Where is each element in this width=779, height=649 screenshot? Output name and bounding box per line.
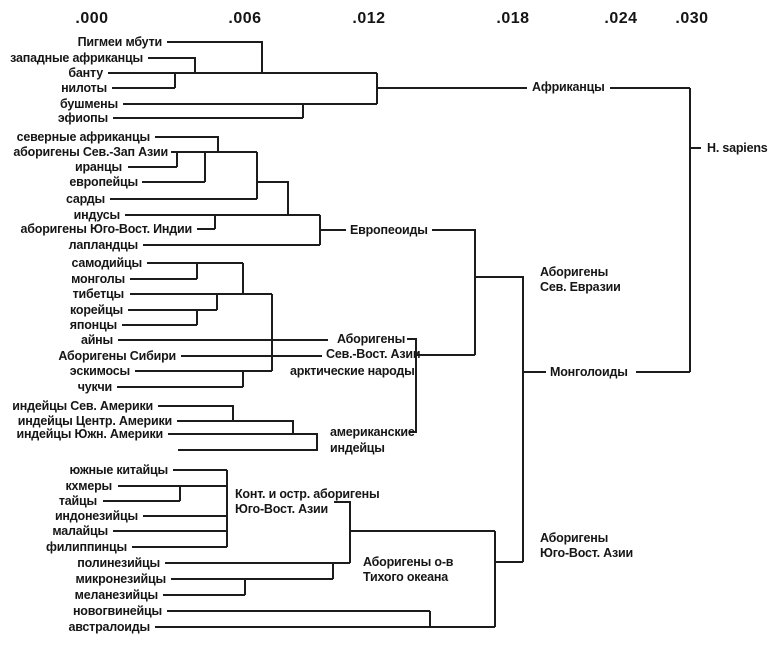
node-label-h-sapiens: H. sapiens — [707, 141, 768, 155]
leaf-label: корейцы — [70, 303, 123, 317]
leaf-label: индусы — [73, 208, 120, 222]
branch-americans — [158, 406, 317, 450]
leaf-label: филиппинцы — [46, 540, 127, 554]
leaf-label: чукчи — [77, 380, 112, 394]
leaf-label: айны — [80, 333, 113, 347]
leaf-label: японцы — [69, 318, 117, 332]
node-label-se-asia-line1: Аборигены — [540, 531, 609, 545]
node-label-american-line2: индейцы — [330, 441, 385, 455]
node-label-cont-se-asia-line1: Конт. и остр. аборигены — [235, 487, 380, 501]
leaf-label: тайцы — [58, 494, 97, 508]
node-label-africans: Африканцы — [532, 80, 605, 94]
leaf-label: австралоиды — [68, 620, 150, 634]
node-label-se-asia-line2: Юго-Вост. Азии — [540, 546, 633, 560]
leaf-label: индейцы Сев. Америки — [12, 399, 153, 413]
leaf-label: европейцы — [69, 175, 138, 189]
leaf-label: лапландцы — [68, 238, 138, 252]
leaf-label: нилоты — [61, 81, 107, 95]
axis-tick: .030 — [675, 10, 709, 27]
leaf-label: Аборигены Сибири — [58, 349, 176, 363]
leaf-label: банту — [68, 66, 103, 80]
leaf-label: аборигены Сев.-Зап Азии — [13, 145, 168, 159]
leaf-label: аборигены Юго-Вост. Индии — [20, 222, 192, 236]
leaf-label: индонезийцы — [54, 509, 138, 523]
leaf-label: новогвинейцы — [72, 604, 162, 618]
node-label-american-line1: американские — [330, 425, 415, 439]
node-label-mongoloids: Монголоиды — [550, 365, 628, 379]
node-label-pacific-line2: Тихого океана — [363, 570, 448, 584]
leaf-label: кхмеры — [65, 479, 112, 493]
leaf-label: монголы — [71, 272, 125, 286]
leaf-label: индейцы Южн. Америки — [16, 427, 163, 441]
leaf-label: северные африканцы — [16, 130, 150, 144]
node-label-n-eurasia-line1: Аборигены — [540, 265, 609, 279]
node-label-n-eurasia-line2: Сев. Евразии — [540, 280, 621, 294]
axis-tick: .000 — [75, 10, 109, 27]
leaf-label: южные китайцы — [69, 463, 168, 477]
node-label-pacific-line1: Аборигены о-в — [363, 555, 454, 569]
node-label-europeoids: Европеоиды — [350, 223, 428, 237]
leaf-label: меланезийцы — [74, 588, 158, 602]
leaf-label: эфиопы — [57, 111, 108, 125]
leaf-label: индейцы Центр. Америки — [17, 414, 172, 428]
leaf-label: Пигмеи мбути — [77, 35, 162, 49]
axis-tick: .018 — [496, 10, 530, 27]
leaf-label: эскимосы — [69, 364, 130, 378]
leaf-label: тибетцы — [72, 287, 124, 301]
node-label-ne-asia-line1: Аборигены — [337, 332, 406, 346]
node-label-arctic: арктические народы — [290, 364, 415, 378]
leaf-label: микронезийцы — [75, 572, 166, 586]
leaf-label: западные африканцы — [10, 51, 143, 65]
node-label-ne-asia-line2: Сев.-Вост. Азии — [326, 347, 421, 361]
leaf-label: сарды — [66, 192, 105, 206]
axis-tick: .006 — [228, 10, 262, 27]
leaf-label: самодийцы — [71, 256, 142, 270]
leaf-label: полинезийцы — [77, 556, 160, 570]
axis-tick: .012 — [352, 10, 386, 27]
axis-tick: .024 — [604, 10, 638, 27]
leaf-label: малайцы — [52, 524, 108, 538]
node-label-cont-se-asia-line2: Юго-Вост. Азии — [235, 502, 328, 516]
leaf-label: бушмены — [60, 97, 118, 111]
leaf-label: иранцы — [75, 160, 122, 174]
